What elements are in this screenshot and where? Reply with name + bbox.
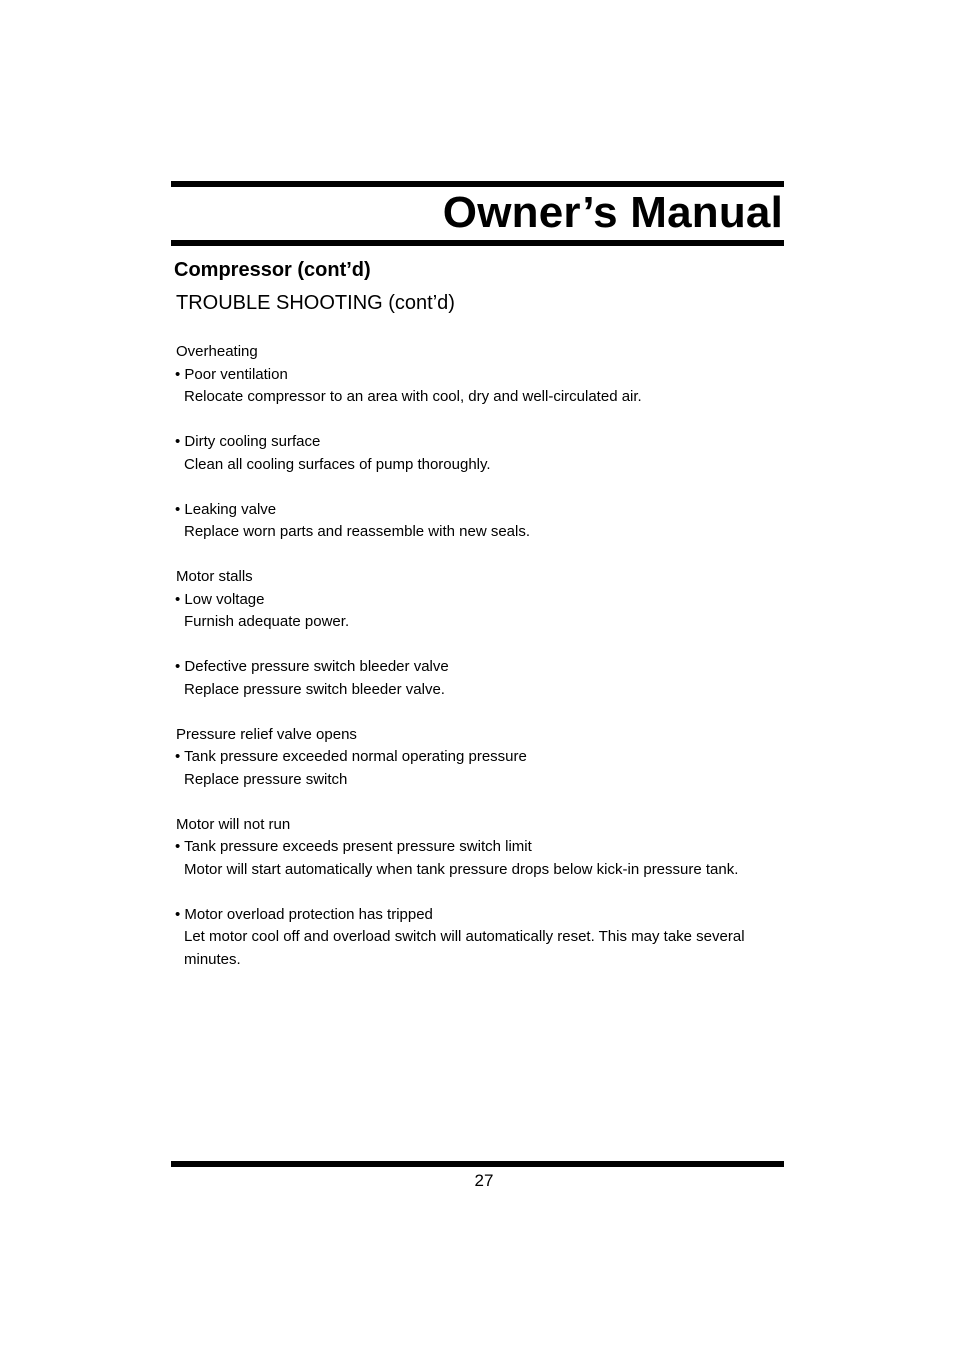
remedy-leaking-valve: Replace worn parts and reassemble with new seals. (184, 523, 531, 540)
cause-overload-tripped: • Motor overload protection has tripped (175, 905, 433, 923)
remedy-low-voltage: Furnish adequate power. (184, 613, 350, 630)
category-motor-not-run: Motor will not run (176, 815, 291, 833)
remedy-overload-tripped: Let motor cool off and overload switch will automatically reset. This may take several (184, 928, 745, 945)
page-number: 27 (474, 1171, 494, 1190)
remedy-tank-pressure-exceeded: Replace pressure switch (184, 770, 348, 788)
remedy-dirty-cooling-surface: Clean all cooling surfaces of pump thoroughly. (184, 455, 491, 473)
remedy-switch-limit: Motor will start automatically when tank pressure drops below kick-in pressure tank. (184, 860, 739, 878)
section-title: Compressor (cont’d) (174, 259, 371, 281)
spacer (175, 409, 790, 432)
cause-defective-bleeder-valve: • Defective pressure switch bleeder valve (175, 658, 449, 675)
header-bottom-rule (171, 240, 784, 246)
cause-switch-limit: • Tank pressure exceeds present pressure switch limit (175, 838, 532, 855)
remedy-poor-ventilation: Relocate compressor to an area with cool, dry and well-circulated air. (184, 388, 642, 405)
spacer (175, 476, 790, 499)
manual-title: Owner’s Manual (442, 188, 783, 237)
cause-dirty-cooling-surface: • Dirty cooling surface (175, 433, 321, 450)
cause-tank-pressure-exceeded: • Tank pressure exceeded normal operating pressure (175, 748, 527, 765)
subsection-title: TROUBLE SHOOTING (cont’d) (176, 292, 455, 314)
remedy-overload-tripped-cont: minutes. (184, 950, 241, 968)
spacer (175, 701, 790, 724)
category-motor-stalls: Motor stalls (176, 568, 253, 585)
spacer (175, 881, 790, 904)
remedy-defective-bleeder-valve: Replace pressure switch bleeder valve. (184, 680, 445, 698)
cause-leaking-valve: • Leaking valve (175, 500, 277, 518)
spacer (175, 634, 790, 657)
cause-poor-ventilation: • Poor ventilation (175, 365, 288, 383)
troubleshooting-body (175, 341, 790, 971)
cause-low-voltage: • Low voltage (175, 590, 265, 608)
spacer (175, 791, 790, 814)
footer-rule (171, 1161, 784, 1167)
category-relief-valve: Pressure relief valve opens (176, 725, 357, 743)
category-overheating: Overheating (176, 343, 258, 360)
spacer (175, 544, 790, 567)
